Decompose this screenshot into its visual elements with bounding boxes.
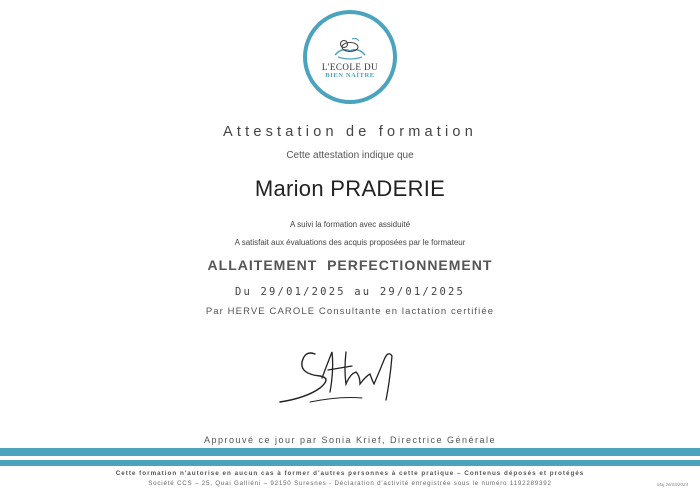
- school-logo: [303, 10, 397, 104]
- baby-in-hands-icon: [332, 35, 368, 61]
- footer-band-top: [0, 448, 700, 456]
- footer-disclaimer: Cette formation n'autorise en aucun cas à former d'autres personnes à cette pratique – Contenus déposés et protégés: [115, 470, 585, 477]
- certificate-title: Attestation de formation: [223, 124, 477, 140]
- footer-band-bottom: [0, 460, 700, 466]
- approval-line: Approuvé ce jour par Sonia Krief, Directrice Générale: [203, 435, 497, 445]
- attendance-statement: A suivi la formation avec assiduité: [289, 220, 411, 229]
- footer-company-info: Société CCS – 25, Quai Galliéni – 92150 Suresnes - Déclaration d'activité enregistrée sous le numéro 11922893​92: [148, 480, 552, 487]
- logo-text-line-1: L'ECOLE DU: [321, 61, 379, 72]
- recipient-name: Marion PRADERIE: [254, 176, 446, 201]
- course-title: ALLAITEMENT PERFECTIONNEMENT: [207, 257, 493, 273]
- trainer-line: Par HERVE CAROLE Consultante en lactation certifiée: [205, 306, 495, 317]
- logo-text-line-2: BIEN NAÎTRE: [325, 71, 375, 79]
- course-dates: Du 29/01/2025 au 29/01/2025: [234, 286, 466, 298]
- certificate-subtitle: Cette attestation indique que: [286, 150, 414, 161]
- version-date: Maj 26/03/2024: [656, 482, 688, 487]
- handwritten-signature: [270, 340, 430, 410]
- evaluation-statement: A satisfait aux évaluations des acquis proposées par le formateur: [234, 238, 466, 247]
